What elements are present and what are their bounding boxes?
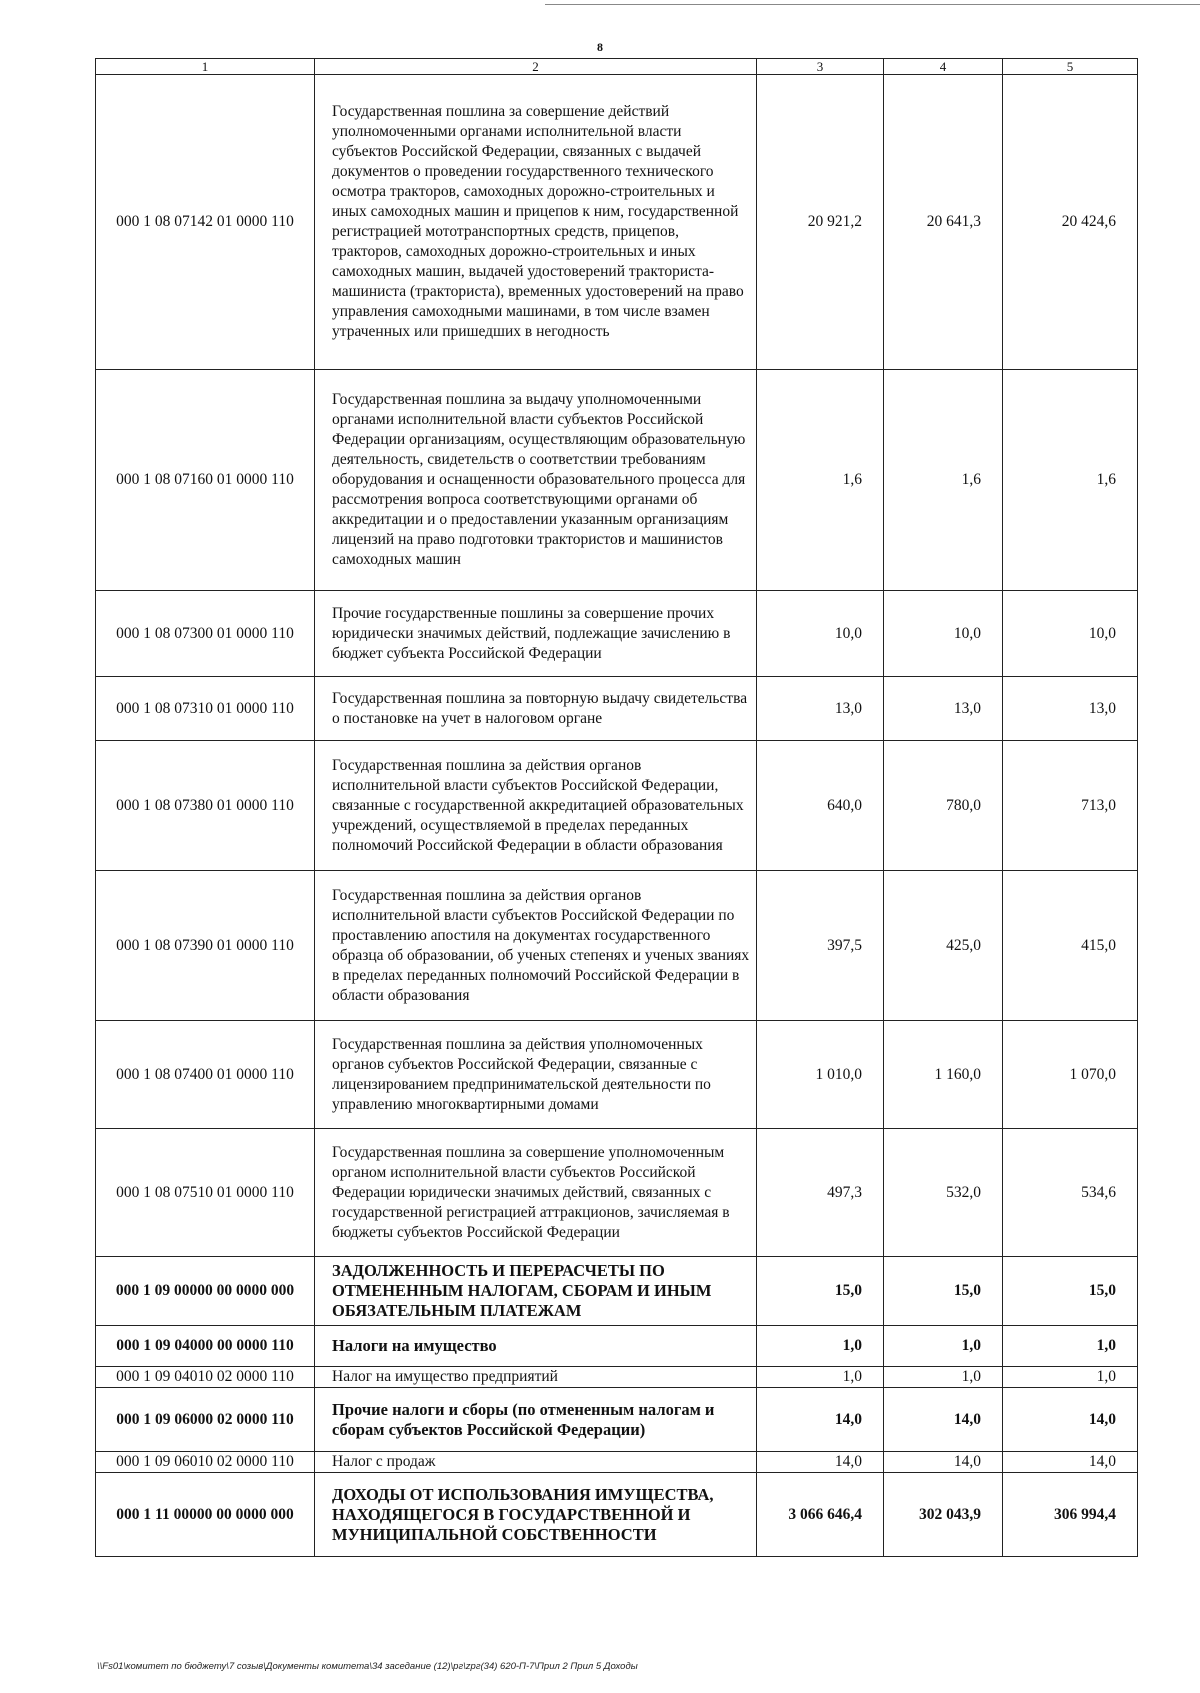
table-row xyxy=(96,741,1138,871)
value-col-3: 397,5 xyxy=(757,871,884,1021)
table-row xyxy=(96,1388,1138,1452)
column-header-2: 2 xyxy=(315,59,757,75)
value-col-5: 13,0 xyxy=(1003,677,1138,741)
revenue-table xyxy=(95,58,1138,1557)
revenue-code: 000 1 08 07510 01 0000 110 xyxy=(96,1129,315,1257)
revenue-description: Налог на имущество предприятий xyxy=(315,1367,757,1388)
table-row xyxy=(96,1129,1138,1257)
value-col-4: 1 160,0 xyxy=(884,1021,1003,1129)
revenue-description: Государственная пошлина за действия уполномоченных органов субъектов Российской Федерации, связанные с лицензированием предпринимательской деятельности по управлению многоквартирными домами xyxy=(315,1021,757,1129)
value-col-5: 1,6 xyxy=(1003,370,1138,591)
value-col-3: 1,0 xyxy=(757,1326,884,1367)
value-col-4: 1,0 xyxy=(884,1326,1003,1367)
revenue-description: ЗАДОЛЖЕННОСТЬ И ПЕРЕРАСЧЕТЫ ПО ОТМЕНЕННЫМ НАЛОГАМ, СБОРАМ И ИНЫМ ОБЯЗАТЕЛЬНЫМ ПЛАТЕЖАМ xyxy=(315,1257,757,1326)
table-row xyxy=(96,1367,1138,1388)
revenue-description: Государственная пошлина за совершение действий уполномоченными органами исполнительной власти субъектов Российской Федерации, связанных с выдачей документов о проведении государственного технического осмотра тракторов, самоходных дорожно-строительных и иных самоходных машин и прицепов к ним, государственной регистрацией мототранспортных средств, прицепов, тракторов, самоходных дорожно-строительных и иных самоходных машин, выдачей удостоверений тракториста-машиниста (тракториста), временных удостоверений на право управления самоходными машинами, в том числе взамен утраченных или пришедших в негодность xyxy=(315,75,757,370)
value-col-5: 14,0 xyxy=(1003,1452,1138,1473)
revenue-code: 000 1 08 07390 01 0000 110 xyxy=(96,871,315,1021)
table-row xyxy=(96,1326,1138,1367)
revenue-description: Налоги на имущество xyxy=(315,1326,757,1367)
page-number: 8 xyxy=(597,40,603,54)
value-col-5: 10,0 xyxy=(1003,591,1138,677)
revenue-code: 000 1 08 07142 01 0000 110 xyxy=(96,75,315,370)
value-col-3: 14,0 xyxy=(757,1452,884,1473)
revenue-description: Налог с продаж xyxy=(315,1452,757,1473)
value-col-3: 1,0 xyxy=(757,1367,884,1388)
value-col-5: 14,0 xyxy=(1003,1388,1138,1452)
revenue-code: 000 1 09 06000 02 0000 110 xyxy=(96,1388,315,1452)
revenue-description: Прочие налоги и сборы (по отмененным налогам и сборам субъектов Российской Федерации) xyxy=(315,1388,757,1452)
revenue-description: Прочие государственные пошлины за совершение прочих юридически значимых действий, подлежащие зачислению в бюджет субъекта Российской Федерации xyxy=(315,591,757,677)
value-col-3: 497,3 xyxy=(757,1129,884,1257)
value-col-4: 425,0 xyxy=(884,871,1003,1021)
column-header-4: 4 xyxy=(884,59,1003,75)
column-header-3: 3 xyxy=(757,59,884,75)
value-col-5: 713,0 xyxy=(1003,741,1138,871)
table-row xyxy=(96,1021,1138,1129)
value-col-4: 302 043,9 xyxy=(884,1473,1003,1557)
revenue-code: 000 1 09 04010 02 0000 110 xyxy=(96,1367,315,1388)
value-col-3: 14,0 xyxy=(757,1388,884,1452)
value-col-5: 20 424,6 xyxy=(1003,75,1138,370)
revenue-description: Государственная пошлина за совершение уполномоченным органом исполнительной власти субъектов Российской Федерации юридически значимых действий, связанных с государственной регистрацией аттракционов, зачисляемая в бюджеты субъектов Российской Федерации xyxy=(315,1129,757,1257)
table-row xyxy=(96,1452,1138,1473)
revenue-description: ДОХОДЫ ОТ ИСПОЛЬЗОВАНИЯ ИМУЩЕСТВА, НАХОДЯЩЕГОСЯ В ГОСУДАРСТВЕННОЙ И МУНИЦИПАЛЬНОЙ СОБСТВЕННОСТИ xyxy=(315,1473,757,1557)
table-row xyxy=(96,75,1138,370)
revenue-code: 000 1 08 07310 01 0000 110 xyxy=(96,677,315,741)
value-col-4: 780,0 xyxy=(884,741,1003,871)
revenue-code: 000 1 08 07380 01 0000 110 xyxy=(96,741,315,871)
revenue-description: Государственная пошлина за выдачу уполномоченными органами исполнительной власти субъектов Российской Федерации организациям, осуществляющим образовательную деятельность, свидетельств о соответствии требованиям оборудования и оснащенности образовательного процесса для рассмотрения вопроса соответствующими органами об аккредитации и о предоставлении указанным организациям лицензий на право подготовки трактористов и машинистов самоходных машин xyxy=(315,370,757,591)
value-col-5: 1,0 xyxy=(1003,1367,1138,1388)
table-row xyxy=(96,1257,1138,1326)
value-col-4: 14,0 xyxy=(884,1388,1003,1452)
value-col-3: 1 010,0 xyxy=(757,1021,884,1129)
file-path-footer: \\Fs01\комитет по бюджету\7 созыв\Документы комитета\34 заседание (12)\рг\zрг(34) 620-П-7\Прил 2 Прил 5 Доходы xyxy=(97,1661,638,1672)
value-col-3: 3 066 646,4 xyxy=(757,1473,884,1557)
scan-top-line xyxy=(545,4,1200,5)
value-col-5: 415,0 xyxy=(1003,871,1138,1021)
value-col-3: 640,0 xyxy=(757,741,884,871)
value-col-4: 532,0 xyxy=(884,1129,1003,1257)
revenue-code: 000 1 08 07300 01 0000 110 xyxy=(96,591,315,677)
column-header-1: 1 xyxy=(96,59,315,75)
value-col-5: 534,6 xyxy=(1003,1129,1138,1257)
table-row xyxy=(96,370,1138,591)
value-col-3: 20 921,2 xyxy=(757,75,884,370)
value-col-3: 13,0 xyxy=(757,677,884,741)
value-col-3: 1,6 xyxy=(757,370,884,591)
table-row xyxy=(96,1473,1138,1557)
value-col-4: 10,0 xyxy=(884,591,1003,677)
column-number-header-row xyxy=(96,59,1138,75)
revenue-description: Государственная пошлина за действия органов исполнительной власти субъектов Российской Федерации по проставлению апостиля на документах государственного образца об образовании, об ученых степенях и ученых званиях в пределах переданных полномочий Российской Федерации в области образования xyxy=(315,871,757,1021)
revenue-description: Государственная пошлина за действия органов исполнительной власти субъектов Российской Федерации, связанные с государственной аккредитацией образовательных учреждений, осуществляемой в пределах переданных полномочий Российской Федерации в области образования xyxy=(315,741,757,871)
value-col-5: 306 994,4 xyxy=(1003,1473,1138,1557)
revenue-code: 000 1 09 06010 02 0000 110 xyxy=(96,1452,315,1473)
table-row xyxy=(96,591,1138,677)
table-row xyxy=(96,871,1138,1021)
value-col-5: 1 070,0 xyxy=(1003,1021,1138,1129)
revenue-description: Государственная пошлина за повторную выдачу свидетельства о постановке на учет в налоговом органе xyxy=(315,677,757,741)
revenue-code: 000 1 09 00000 00 0000 000 xyxy=(96,1257,315,1326)
value-col-4: 20 641,3 xyxy=(884,75,1003,370)
column-header-5: 5 xyxy=(1003,59,1138,75)
value-col-3: 15,0 xyxy=(757,1257,884,1326)
value-col-3: 10,0 xyxy=(757,591,884,677)
revenue-code: 000 1 08 07400 01 0000 110 xyxy=(96,1021,315,1129)
value-col-4: 13,0 xyxy=(884,677,1003,741)
revenue-code: 000 1 08 07160 01 0000 110 xyxy=(96,370,315,591)
value-col-4: 15,0 xyxy=(884,1257,1003,1326)
value-col-4: 1,0 xyxy=(884,1367,1003,1388)
value-col-4: 1,6 xyxy=(884,370,1003,591)
value-col-4: 14,0 xyxy=(884,1452,1003,1473)
table-row xyxy=(96,677,1138,741)
value-col-5: 1,0 xyxy=(1003,1326,1138,1367)
revenue-code: 000 1 09 04000 00 0000 110 xyxy=(96,1326,315,1367)
value-col-5: 15,0 xyxy=(1003,1257,1138,1326)
revenue-code: 000 1 11 00000 00 0000 000 xyxy=(96,1473,315,1557)
